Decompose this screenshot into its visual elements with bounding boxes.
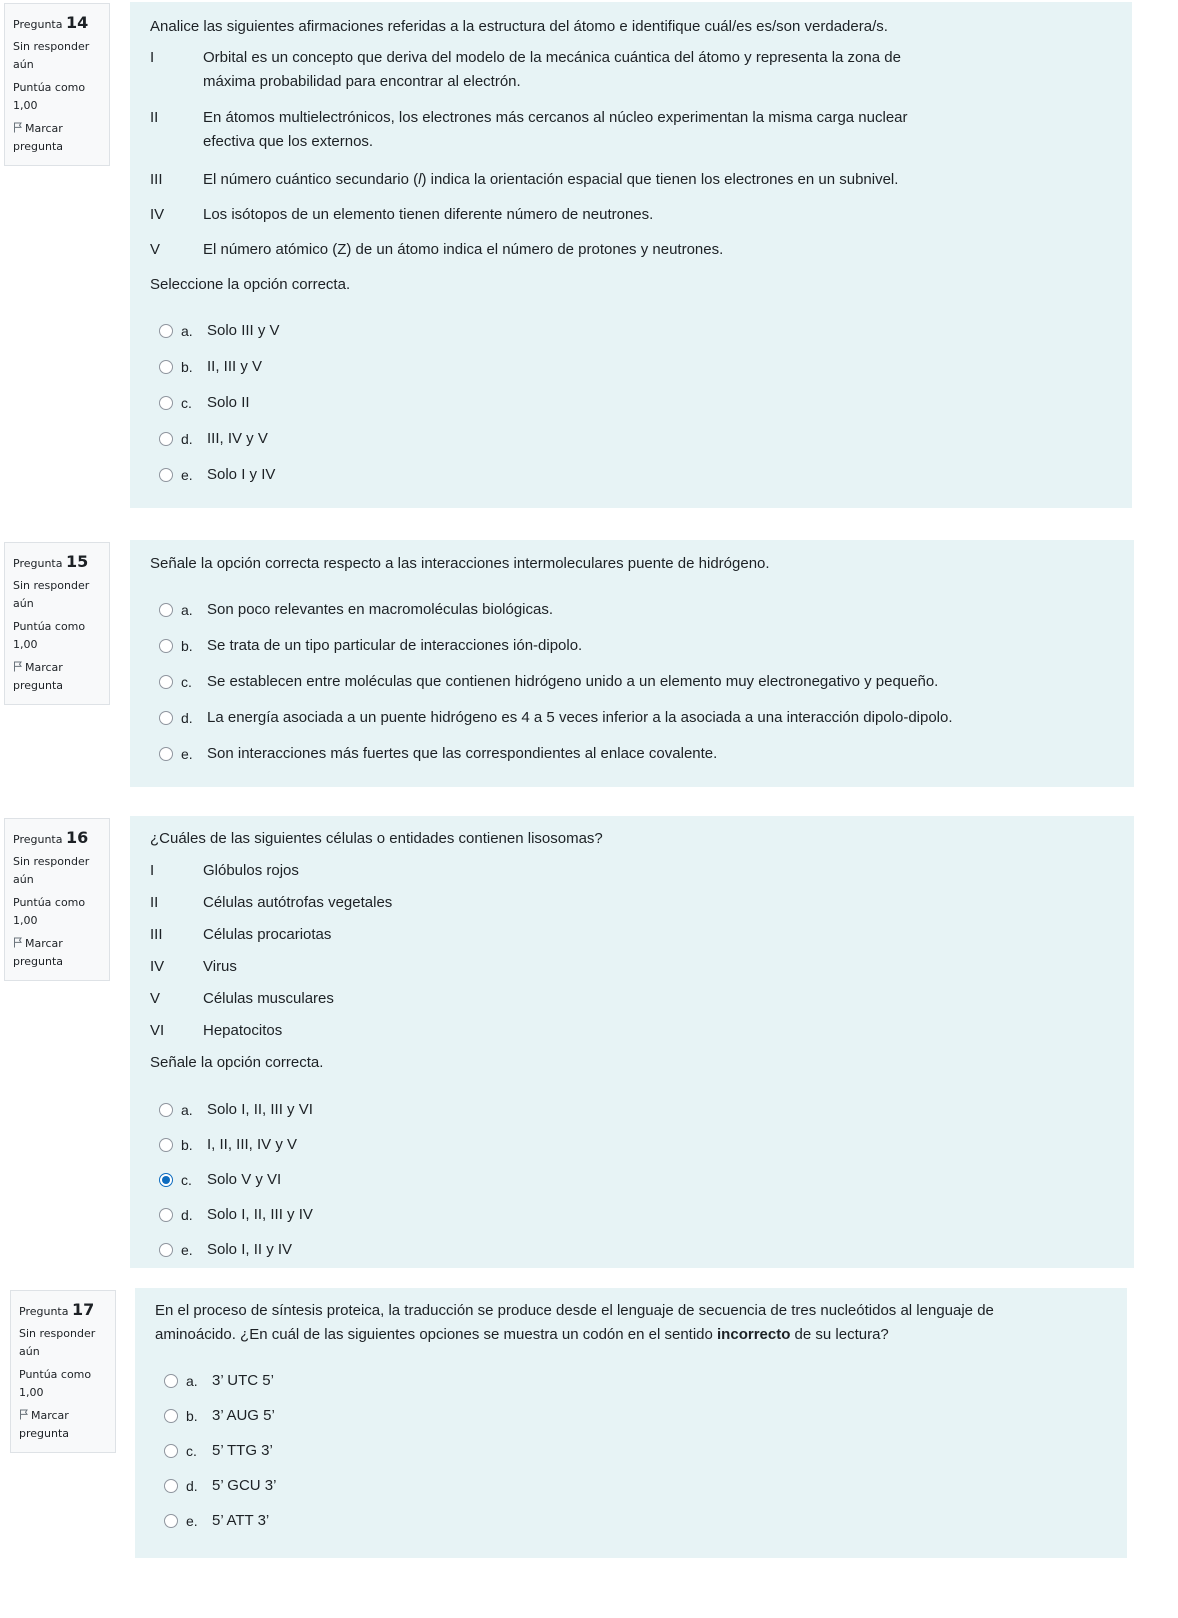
statement-number: II (150, 109, 159, 126)
question-text (150, 827, 1114, 1075)
statement-text: Los isótopos de un elemento tienen diferente número de neutrones. (203, 206, 654, 223)
option-letter: b. (181, 1137, 193, 1153)
question-intro: ¿Cuáles de las siguientes células o entidades contienen lisosomas? (150, 830, 603, 847)
question-info (4, 818, 110, 981)
question-info (4, 3, 110, 166)
statement-text: El número cuántico secundario (l) indica la orientación espacial que tienen los electrones en un subnivel. (203, 171, 899, 188)
statement-text: El número atómico (Z) de un átomo indica el número de protones y neutrones. (203, 241, 724, 258)
option-letter: a. (181, 1102, 193, 1118)
option-letter: c. (181, 395, 192, 411)
radio-button[interactable] (159, 639, 173, 653)
option-letter: c. (181, 674, 192, 690)
radio-button[interactable] (164, 1409, 178, 1423)
radio-button[interactable] (159, 1243, 173, 1257)
option-text: Solo V y VI (207, 1171, 282, 1188)
statement-text: Virus (203, 958, 237, 975)
option-letter: d. (181, 710, 193, 726)
question-state: Sin responder aún (13, 40, 90, 71)
statement (150, 987, 1114, 1011)
answer-option[interactable] (150, 391, 1112, 415)
statement (150, 891, 1114, 915)
option-text: Solo I y IV (207, 466, 276, 483)
statement-text: Glóbulos rojos (203, 862, 299, 879)
answer-option[interactable] (150, 1098, 1114, 1122)
answer-option[interactable] (150, 427, 1112, 451)
statement (150, 1019, 1114, 1043)
statement-text: En átomos multielectrónicos, los electrones más cercanos al núcleo experimentan la misma carga nuclear efectiva que los externos. (203, 109, 908, 150)
question-content (130, 2, 1132, 508)
question-content (135, 1288, 1127, 1558)
option-letter: e. (181, 467, 193, 483)
radio-button-selected[interactable] (159, 1173, 173, 1187)
question-number: Pregunta 14 (13, 13, 89, 32)
answer-option[interactable] (155, 1474, 1107, 1498)
question-grade: Puntúa como 1,00 (13, 620, 86, 651)
statement-text: Hepatocitos (203, 1022, 283, 1039)
question-text (150, 552, 1114, 576)
option-text: La energía asociada a un puente hidrógeno es 4 a 5 veces inferior a la asociada a una interacción dipolo-dipolo. (207, 709, 953, 726)
option-text: II, III y V (207, 358, 263, 375)
question-grade: Puntúa como 1,00 (13, 896, 86, 927)
statement-number: I (150, 862, 155, 879)
question-content (130, 540, 1134, 787)
question-intro: En el proceso de síntesis proteica, la traducción se produce desde el lenguaje de secuencia de tres nucleótidos al lenguaje de aminoácido. ¿En cuál de las siguientes opciones se muestra un codón en el sentido incorrecto de su lectura? (155, 1302, 994, 1343)
answer-list (155, 1369, 1107, 1533)
radio-button[interactable] (159, 324, 173, 338)
option-text: III, IV y V (207, 430, 268, 447)
radio-button[interactable] (159, 360, 173, 374)
statement (150, 106, 1112, 154)
question-content (130, 816, 1134, 1268)
option-text: Se trata de un tipo particular de interacciones ión-dipolo. (207, 637, 583, 654)
question-grade: Puntúa como 1,00 (13, 81, 86, 112)
radio-button[interactable] (164, 1374, 178, 1388)
statement-number: I (150, 49, 155, 66)
option-letter: d. (181, 431, 193, 447)
radio-button[interactable] (159, 396, 173, 410)
option-text: 5’ GCU 3’ (212, 1477, 277, 1494)
option-letter: d. (181, 1207, 193, 1223)
option-text: Solo II (207, 394, 250, 411)
question-text (150, 15, 1112, 297)
option-text: Solo I, II y IV (207, 1241, 293, 1258)
radio-button[interactable] (159, 468, 173, 482)
radio-button[interactable] (159, 747, 173, 761)
answer-option[interactable] (155, 1509, 1107, 1533)
statement-number: V (150, 241, 161, 258)
answer-option[interactable] (155, 1439, 1107, 1463)
statement-number: IV (150, 206, 165, 223)
statement (150, 203, 1112, 227)
question-intro: Señale la opción correcta respecto a las interacciones intermoleculares puente de hidrógeno. (150, 555, 770, 572)
statement-text: Orbital es un concepto que deriva del modelo de la mecánica cuántica del átomo y representa la zona de máxima probabilidad para encontrar al electrón. (203, 49, 901, 90)
flag-question-link[interactable]: Marcar pregunta (13, 661, 64, 692)
answer-option[interactable] (155, 1369, 1107, 1393)
statement (150, 859, 1114, 883)
statement-text: Células autótrofas vegetales (203, 894, 393, 911)
radio-button[interactable] (164, 1479, 178, 1493)
answer-option[interactable] (150, 1238, 1114, 1262)
option-letter: e. (186, 1513, 198, 1529)
option-letter: e. (181, 746, 193, 762)
option-letter: c. (181, 1172, 192, 1188)
answer-option[interactable] (150, 598, 1114, 622)
answer-option[interactable] (150, 355, 1112, 379)
answer-list (150, 319, 1112, 487)
answer-option[interactable] (150, 1203, 1114, 1227)
radio-button[interactable] (159, 1208, 173, 1222)
radio-button[interactable] (164, 1514, 178, 1528)
option-text: 3’ UTC 5’ (212, 1372, 274, 1389)
answer-option[interactable] (150, 1133, 1114, 1157)
statement (150, 46, 1112, 94)
statement-text: Células procariotas (203, 926, 332, 943)
statement-text: Células musculares (203, 990, 334, 1007)
question-number: Pregunta 15 (13, 552, 89, 571)
flag-icon (13, 661, 23, 672)
flag-icon (13, 122, 23, 133)
option-text: Solo I, II, III y VI (207, 1101, 313, 1118)
question-grade: Puntúa como 1,00 (19, 1368, 92, 1399)
question-state: Sin responder aún (19, 1327, 96, 1358)
answer-option[interactable] (150, 742, 1114, 766)
question-intro: Analice las siguientes afirmaciones referidas a la estructura del átomo e identifique cuál/es es/son verdadera/s. (150, 18, 888, 35)
statement-number: III (150, 171, 163, 188)
answer-list (150, 1098, 1114, 1262)
statement (150, 238, 1112, 262)
question-state: Sin responder aún (13, 855, 90, 886)
option-letter: d. (186, 1478, 198, 1494)
option-text: Son interacciones más fuertes que las correspondientes al enlace covalente. (207, 745, 718, 762)
question-number: Pregunta 17 (19, 1300, 95, 1319)
statement (150, 955, 1114, 979)
answer-option[interactable] (150, 319, 1112, 343)
answer-option[interactable] (150, 463, 1112, 487)
statement-number: II (150, 894, 159, 911)
option-text: Solo III y V (207, 322, 280, 339)
question-prompt: Seleccione la opción correcta. (150, 276, 351, 293)
option-letter: a. (186, 1373, 198, 1389)
statement-number: V (150, 990, 161, 1007)
option-text: Solo I, II, III y IV (207, 1206, 313, 1223)
radio-button[interactable] (159, 1103, 173, 1117)
option-letter: b. (181, 359, 193, 375)
option-letter: b. (186, 1408, 198, 1424)
answer-option[interactable] (155, 1404, 1107, 1428)
flag-icon (19, 1409, 29, 1420)
answer-option[interactable] (150, 670, 1114, 694)
question-text (155, 1299, 1107, 1347)
radio-button[interactable] (164, 1444, 178, 1458)
answer-option[interactable] (150, 706, 1114, 730)
question-state: Sin responder aún (13, 579, 90, 610)
statement (150, 168, 1112, 192)
flag-question-link[interactable]: Marcar pregunta (13, 937, 64, 968)
option-letter: b. (181, 638, 193, 654)
option-text: Se establecen entre moléculas que contienen hidrógeno unido a un elemento muy electronegativo y pequeño. (207, 673, 939, 690)
option-text: 5’ TTG 3’ (212, 1442, 273, 1459)
option-text: Son poco relevantes en macromoléculas biológicas. (207, 601, 554, 618)
flag-question-link[interactable]: Marcar pregunta (13, 122, 64, 153)
statement-number: VI (150, 1022, 165, 1039)
answer-list (150, 598, 1114, 766)
option-letter: a. (181, 602, 193, 618)
radio-button[interactable] (159, 675, 173, 689)
option-letter: a. (181, 323, 193, 339)
radio-button[interactable] (159, 711, 173, 725)
option-letter: c. (186, 1443, 197, 1459)
option-text: 3’ AUG 5’ (212, 1407, 275, 1424)
radio-button[interactable] (159, 432, 173, 446)
flag-question-link[interactable]: Marcar pregunta (19, 1409, 70, 1440)
option-text: 5’ ATT 3’ (212, 1512, 270, 1529)
answer-option[interactable] (150, 1168, 1114, 1192)
answer-option[interactable] (150, 634, 1114, 658)
option-letter: e. (181, 1242, 193, 1258)
statement-number: III (150, 926, 163, 943)
question-number: Pregunta 16 (13, 828, 89, 847)
statement-number: IV (150, 958, 165, 975)
question-info (10, 1290, 116, 1453)
statement (150, 923, 1114, 947)
radio-button[interactable] (159, 603, 173, 617)
option-text: I, II, III, IV y V (207, 1136, 298, 1153)
question-prompt: Señale la opción correcta. (150, 1054, 324, 1071)
flag-icon (13, 937, 23, 948)
question-info (4, 542, 110, 705)
radio-button[interactable] (159, 1138, 173, 1152)
